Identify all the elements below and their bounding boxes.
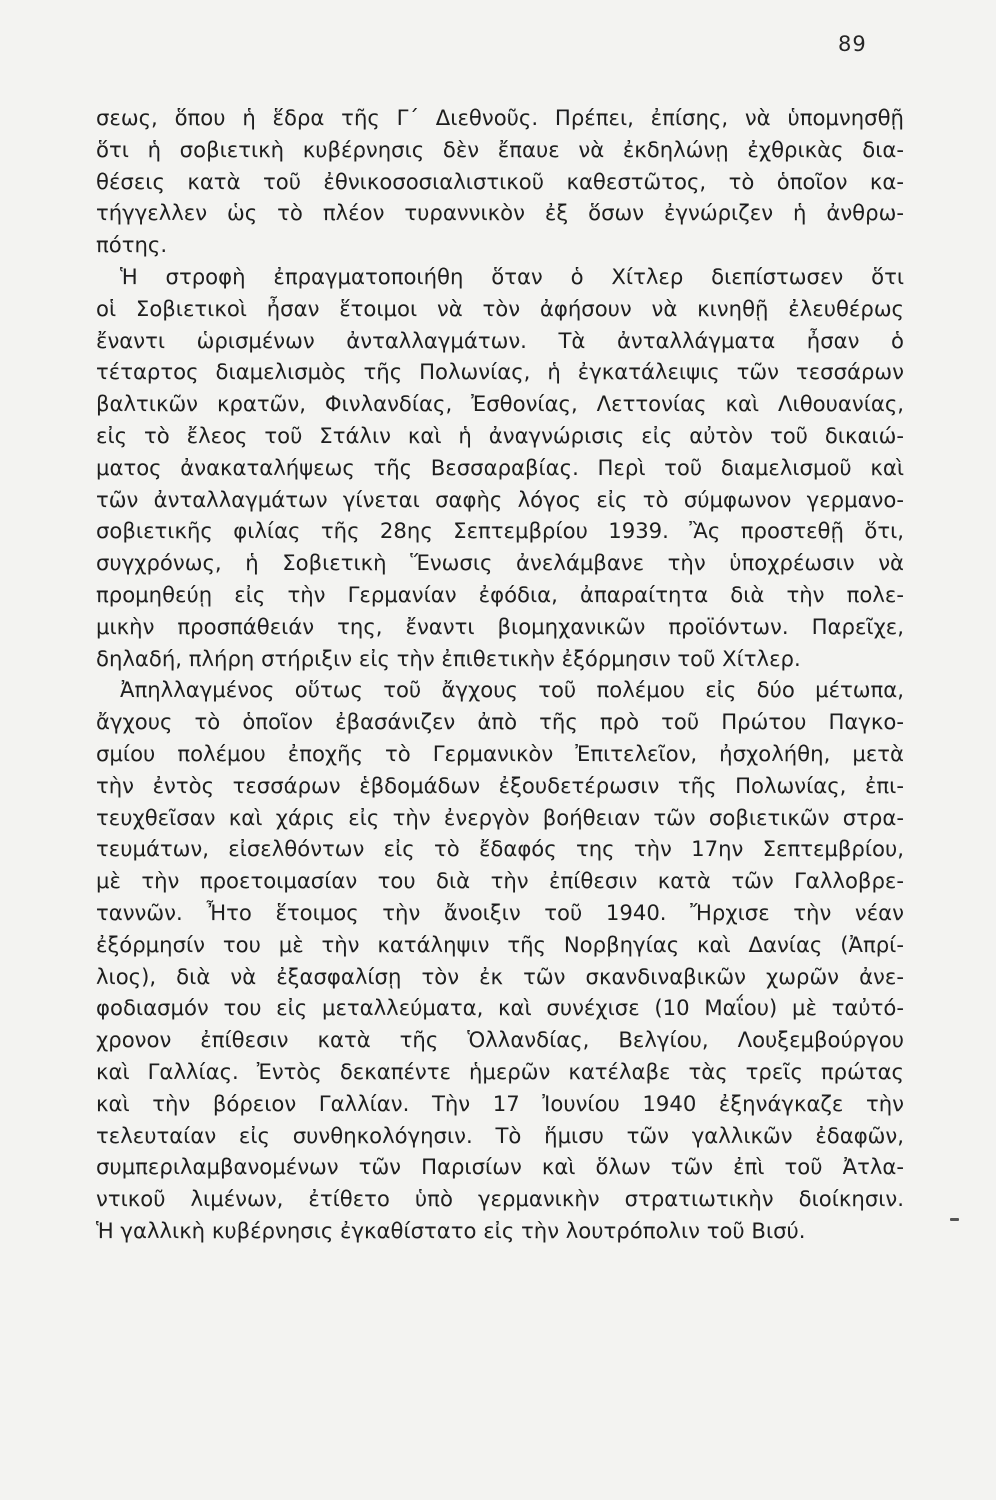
text-line: φοδιασμόν του εἰς μεταλλεύματα, καὶ συνέχισε (10 Μαΐου) μὲ ταὐτό- [96,995,904,1021]
text-line: τήγγελλεν ὡς τὸ πλέον τυραννικὸν ἐξ ὅσων ἐγνώριζεν ἡ ἀνθρω- [96,200,904,226]
text-line: ἄγχους τὸ ὁποῖον ἐβασάνιζεν ἀπὸ τῆς πρὸ τοῦ Πρώτου Παγκο- [96,709,904,735]
text-line: ματος ἀνακαταλήψεως τῆς Βεσσαραβίας. Περὶ τοῦ διαμελισμοῦ καὶ [96,454,904,480]
text-line: χρονον ἐπίθεσιν κατὰ τῆς Ὁλλανδίας, Βελγίου, Λουξεμβούργου [96,1027,904,1053]
text-line: δηλαδή, πλήρη στήριξιν εἰς τὴν ἐπιθετικὴν ἐξόρμησιν τοῦ Χίτλερ. [96,645,801,671]
text-line: ἐξόρμησίν του μὲ τὴν κατάληψιν τῆς Νορβηγίας καὶ Δανίας (Ἀπρί- [96,931,904,957]
text-line: μὲ τὴν προετοιμασίαν του διὰ τὴν ἐπίθεσιν κατὰ τῶν Γαλλοβρε- [96,868,904,894]
text-line: συγχρόνως, ἡ Σοβιετικὴ Ἕνωσις ἀνελάμβανε τὴν ὑποχρέωσιν νὰ [96,550,904,576]
text-line: σμίου πολέμου ἐποχῆς τὸ Γερμανικὸν Ἐπιτελεῖον, ἠσχολήθη, μετὰ [96,740,904,766]
text-line: συμπεριλαμβανομένων τῶν Παρισίων καὶ ὅλων τῶν ἐπὶ τοῦ Ἀτλα- [96,1154,904,1180]
text-line: Ἡ στροφὴ ἐπραγματοποιήθη ὅταν ὁ Χίτλερ διεπίστωσεν ὅτι [120,263,904,289]
text-line: ντικοῦ λιμένων, ἐτίθετο ὑπὸ γερμανικὴν στρατιωτικὴν διοίκησιν. [96,1186,904,1212]
text-line: τευχθεῖσαν καὶ χάρις εἰς τὴν ἐνεργὸν βοήθειαν τῶν σοβιετικῶν στρα- [96,804,904,830]
text-line: καὶ Γαλλίας. Ἐντὸς δεκαπέντε ἡμερῶν κατέλαβε τὰς τρεῖς πρώτας [96,1058,904,1084]
page-number: 89 [838,32,867,56]
text-line: τελευταίαν εἰς συνθηκολόγησιν. Τὸ ἥμισυ τῶν γαλλικῶν ἐδαφῶν, [96,1122,904,1148]
text-line: προμηθεύῃ εἰς τὴν Γερμανίαν ἐφόδια, ἀπαραίτητα διὰ τὴν πολε- [96,581,904,607]
text-line: Ἀπηλλαγμένος οὕτως τοῦ ἄγχους τοῦ πολέμου εἰς δύο μέτωπα, [120,677,904,703]
text-line: ὅτι ἡ σοβιετικὴ κυβέρνησις δὲν ἔπαυε νὰ ἐκδηλώνῃ ἐχθρικὰς δια- [96,136,904,162]
text-line: βαλτικῶν κρατῶν, Φινλανδίας, Ἐσθονίας, Λεττονίας καὶ Λιθουανίας, [96,391,904,417]
text-line: τὴν ἐντὸς τεσσάρων ἑβδομάδων ἐξουδετέρωσιν τῆς Πολωνίας, ἐπι- [96,772,904,798]
text-line: ἔναντι ὡρισμένων ἀνταλλαγμάτων. Τὰ ἀνταλλάγματα ἦσαν ὁ [96,327,904,353]
text-line: πότης. [96,232,168,258]
text-line: σεως, ὅπου ἡ ἕδρα τῆς Γ΄ Διεθνοῦς. Πρέπει, ἐπίσης, νὰ ὑπομνησθῇ [96,105,904,130]
text-line: Ἡ γαλλικὴ κυβέρνησις ἐγκαθίστατο εἰς τὴν λουτρόπολιν τοῦ Βισύ. [96,1217,806,1243]
text-line: ταννῶν. Ἦτο ἕτοιμος τὴν ἄνοιξιν τοῦ 1940. Ἤρχισε τὴν νέαν [96,899,904,925]
text-line: οἱ Σοβιετικοὶ ἦσαν ἕτοιμοι νὰ τὸν ἀφήσουν νὰ κινηθῇ ἐλευθέρως [96,295,904,321]
margin-mark [950,1218,959,1221]
text-line: τευμάτων, εἰσελθόντων εἰς τὸ ἔδαφός της τὴν 17ην Σεπτεμβρίου, [96,836,904,862]
text-line: σοβιετικῆς φιλίας τῆς 28ης Σεπτεμβρίου 1939. Ἂς προστεθῇ ὅτι, [96,518,904,544]
text-line: τῶν ἀνταλλαγμάτων γίνεται σαφὴς λόγος εἰς τὸ σύμφωνον γερμανο- [96,486,904,512]
body-text [96,102,904,1247]
text-line: μικὴν προσπάθειάν της, ἔναντι βιομηχανικῶν προϊόντων. Παρεῖχε, [96,613,904,639]
text-line: τέταρτος διαμελισμὸς τῆς Πολωνίας, ἡ ἐγκατάλειψις τῶν τεσσάρων [96,359,904,385]
text-line: εἰς τὸ ἔλεος τοῦ Στάλιν καὶ ἡ ἀναγνώρισις εἰς αὐτὸν τοῦ δικαιώ- [96,422,904,448]
text-line: θέσεις κατὰ τοῦ ἐθνικοσοσιαλιστικοῦ καθεστῶτος, τὸ ὁποῖον κα- [96,168,904,194]
text-line: λιος), διὰ νὰ ἐξασφαλίσῃ τὸν ἐκ τῶν σκανδιναβικῶν χωρῶν ἀνε- [96,963,904,989]
text-line: καὶ τὴν βόρειον Γαλλίαν. Τὴν 17 Ἰουνίου 1940 ἐξηνάγκαζε τὴν [96,1090,904,1116]
